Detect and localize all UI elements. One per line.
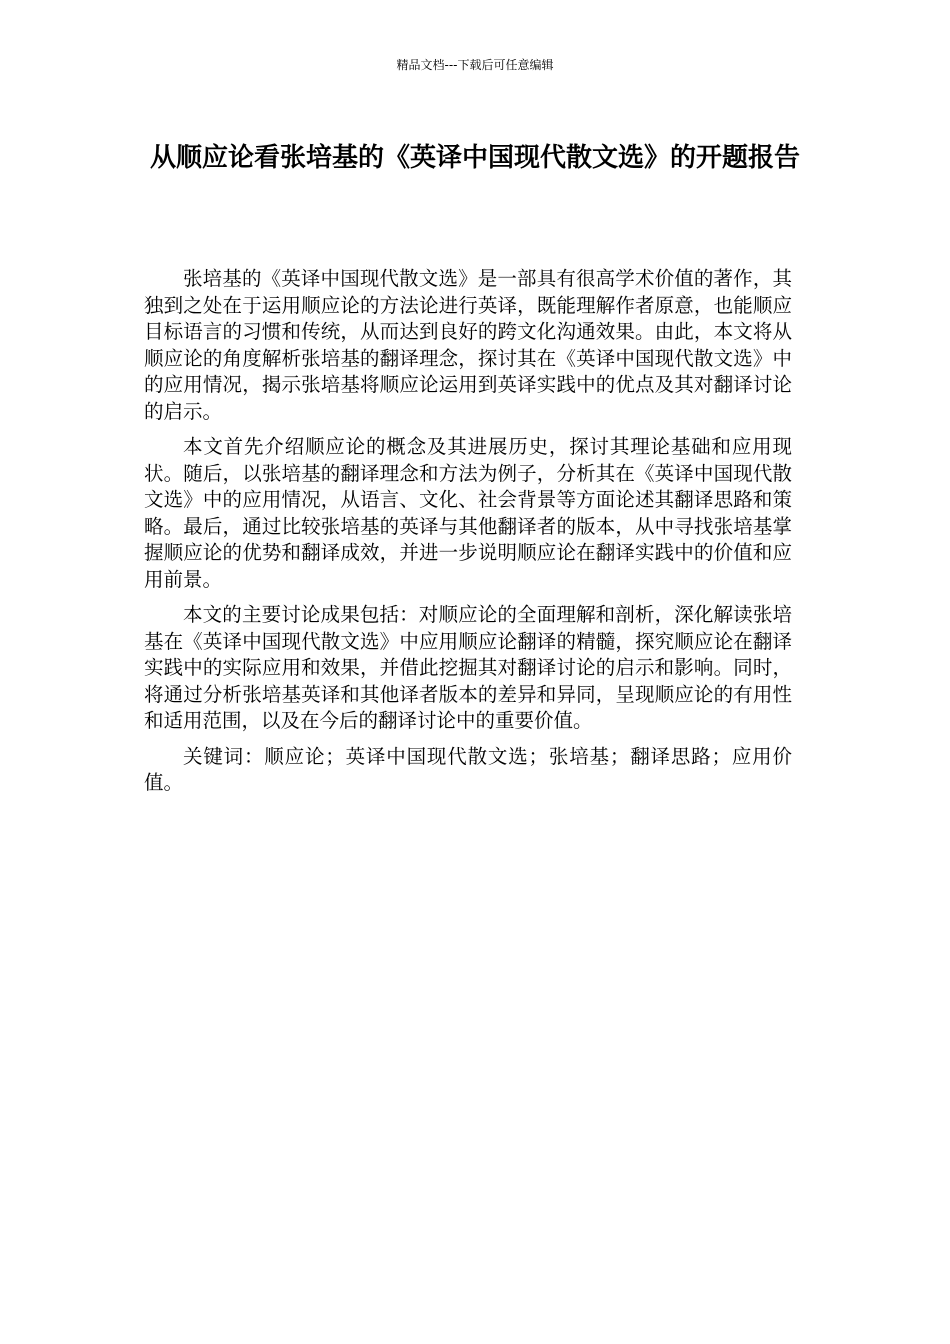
paragraph-intro: 张培基的《英译中国现代散文选》是一部具有很高学术价值的著作，其独到之处在于运用顺应论的方法论进行英译，既能理解作者原意，也能顺应目标语言的习惯和传统，从而达到良好的跨文化沟通效果。由此，本文将从顺应论的角度解析张培基的翻译理念，探讨其在《英译中国现代散文选》中的应用情况，揭示张培基将顺应论运用到英译实践中的优点及其对翻译讨论的启示。 [144,267,792,423]
paragraph-keywords: 关键词：顺应论；英译中国现代散文选；张培基；翻译思路；应用价值。 [144,744,792,794]
paragraph-results: 本文的主要讨论成果包括：对顺应论的全面理解和剖析，深化解读张培基在《英译中国现代散文选》中应用顺应论翻译的精髓，探究顺应论在翻译实践中的实际应用和效果，并借此挖掘其对翻译讨论的启示和影响。同时，将通过分析张培基英译和其他译者版本的差异和异同，呈现顺应论的有用性和适用范围，以及在今后的翻译讨论中的重要价值。 [144,603,792,732]
paragraph-method: 本文首先介绍顺应论的概念及其进展历史，探讨其理论基础和应用现状。随后，以张培基的翻译理念和方法为例子，分析其在《英译中国现代散文选》中的应用情况，从语言、文化、社会背景等方面论述其翻译思路和策略。最后，通过比较张培基的英译与其他翻译者的版本，从中寻找张培基掌握顺应论的优势和翻译成效，并进一步说明顺应论在翻译实践中的价值和应用前景。 [144,435,792,591]
document-body [144,266,792,806]
page-header: 精品文档---下载后可任意编辑 [396,58,554,72]
document-title: 从顺应论看张培基的《英译中国现代散文选》的开题报告 [149,143,800,173]
